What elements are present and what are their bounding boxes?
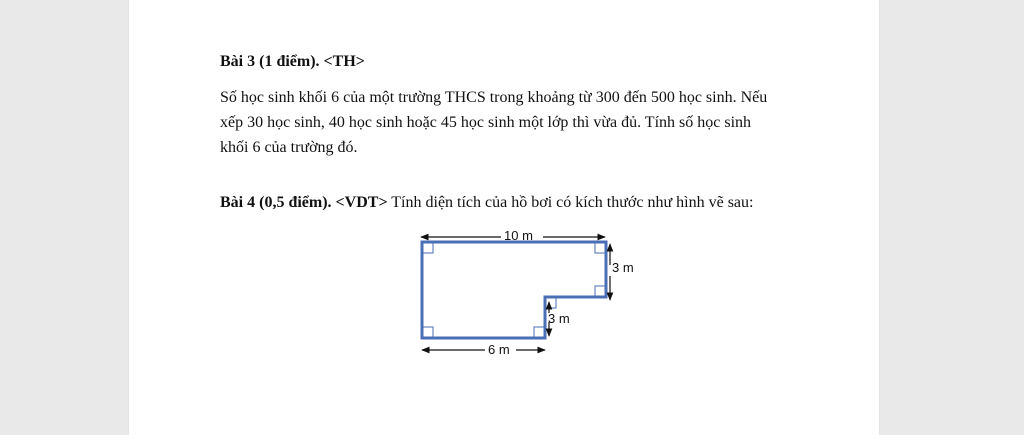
question-3-line: Số học sinh khối 6 của một trường THCS trong khoảng từ 300 đến 500 học sinh. Nếu [220, 89, 768, 106]
question-4-text: Tính diện tích của hồ bơi có kích thước như hình vẽ sau: [387, 194, 754, 211]
top-width-label: 10 m [504, 228, 533, 243]
right-angle-markers [422, 242, 606, 338]
question-3-title: Bài 3 (1 điểm). <TH> [220, 53, 365, 70]
document-page [129, 0, 879, 435]
question-3-line: xếp 30 học sinh, 40 học sinh hoặc 45 học sinh một lớp thì vừa đủ. Tính số học sinh [220, 114, 752, 131]
bottom-width-label: 6 m [488, 342, 510, 357]
question-3-line: khối 6 của trường đó. [220, 139, 358, 156]
question-4-title: Bài 4 (0,5 điểm). <VDT> [220, 194, 388, 211]
pool-outline [422, 242, 606, 338]
right-height-label: 3 m [612, 260, 634, 275]
pool-figure [129, 0, 879, 435]
step-height-label: 3 m [548, 311, 570, 326]
